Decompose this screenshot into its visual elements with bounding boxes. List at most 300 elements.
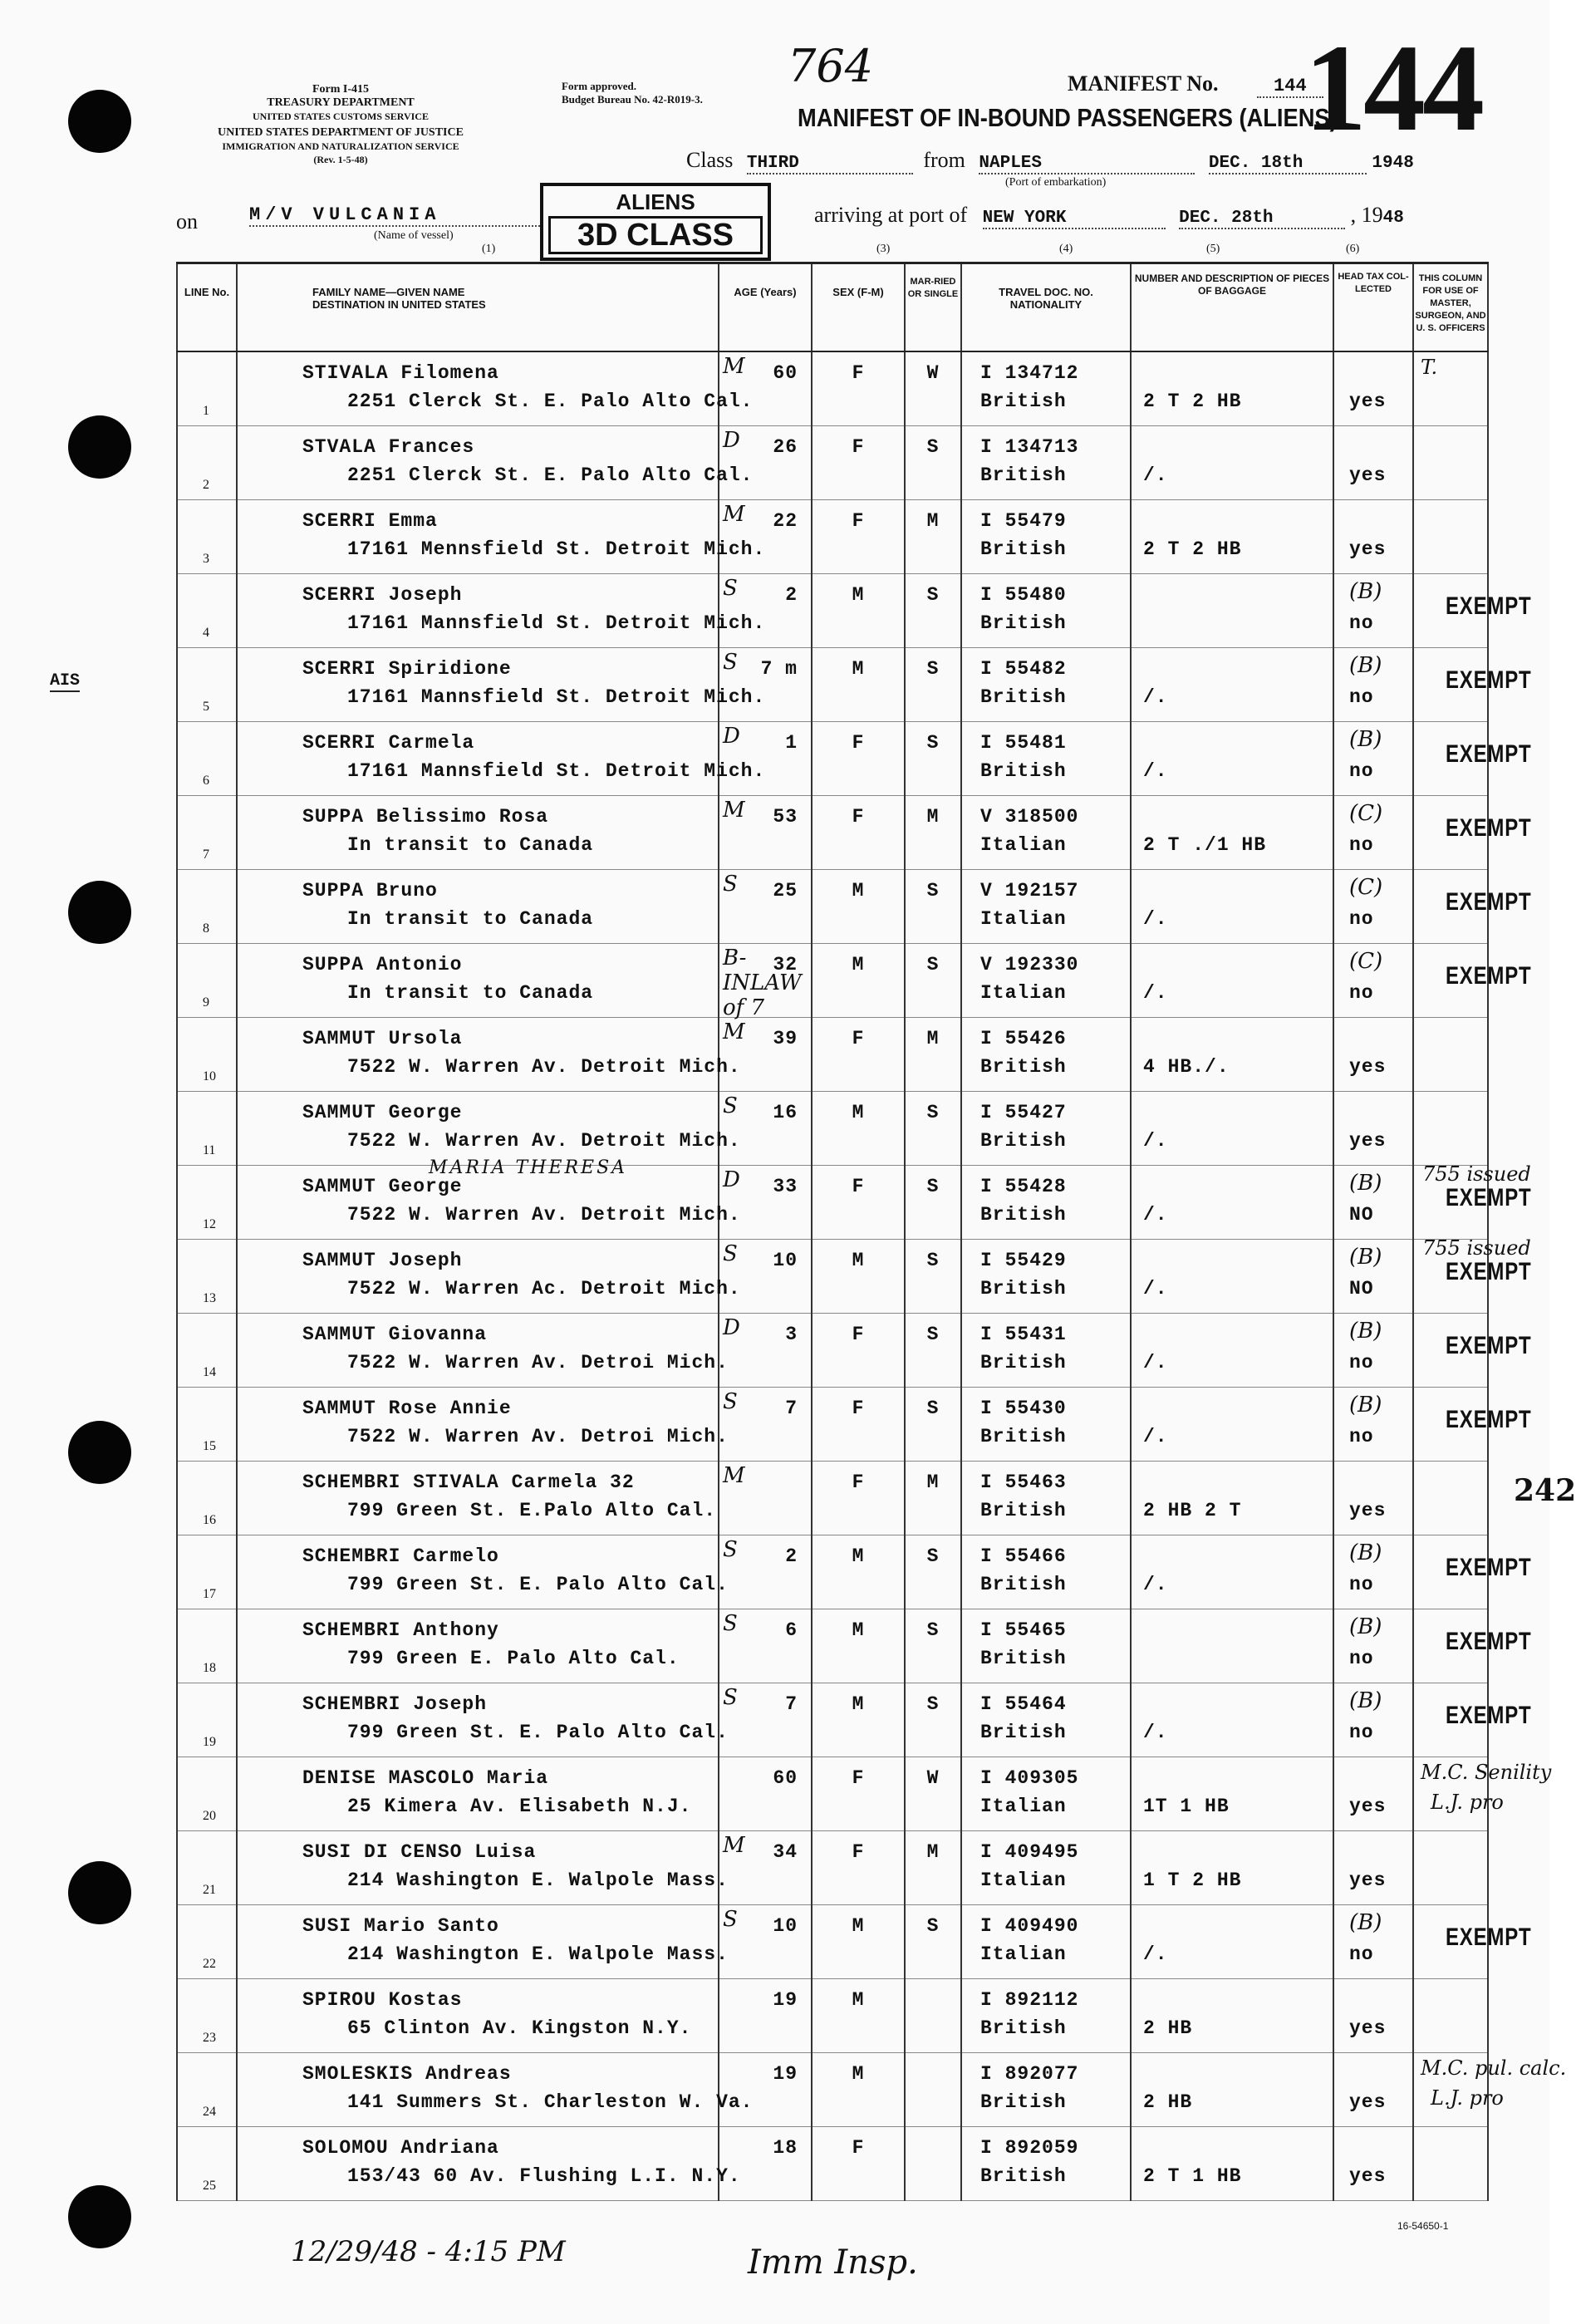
baggage: /. [1143,1278,1168,1300]
doc-cell [961,1314,1131,1388]
destination: In transit to Canada [347,908,594,930]
table-row [177,1683,1488,1757]
head-tax: no [1349,1426,1374,1447]
line-no: 11 [203,1143,216,1157]
travel-doc-no: I 134712 [980,362,1079,384]
age: 2 [785,584,798,606]
head-tax-cell [1333,1092,1413,1166]
passenger-name: SCERRI Joseph [302,584,463,606]
destination: 2251 Clerck St. E. Palo Alto Cal. [347,464,754,486]
relation-mark: D [723,1315,740,1340]
baggage-cell [1131,870,1333,944]
head-tax: no [1349,908,1374,930]
table-row [177,574,1488,648]
nationality: British [980,2165,1067,2187]
age: 7 [785,1693,798,1715]
officer-note-2: L.J. pro [1431,1791,1504,1814]
baggage-cell [1131,648,1333,722]
relation-mark: S [723,1685,738,1710]
age: 25 [773,880,798,902]
age-cell [719,1609,812,1683]
line-no: 1 [203,404,209,418]
age-cell [719,1388,812,1462]
line-no-cell [177,1683,237,1757]
line-no-cell [177,351,237,426]
age-cell [719,648,812,722]
marital-status: S [926,880,940,902]
baggage-cell [1131,1609,1333,1683]
doc-cell [961,1905,1131,1979]
sex-cell [812,1240,905,1314]
baggage-cell [1131,1462,1333,1535]
head-tax-cell [1333,1609,1413,1683]
relation-mark: M [723,1833,745,1858]
officer-note: EXEMPT [1446,740,1532,768]
marital-cell [905,796,961,870]
tax-note: (B) [1349,1171,1382,1196]
sex-cell [812,1462,905,1535]
relation-mark: D [723,428,740,453]
baggage: /. [1143,686,1168,708]
travel-doc-no: I 134713 [980,436,1079,458]
officer-cell [1413,1683,1532,1757]
nationality: British [980,391,1067,412]
baggage: /. [1143,1722,1168,1743]
relation-mark: S [723,1093,738,1118]
marital-cell [905,1905,961,1979]
line-no: 5 [203,700,209,714]
marital-status: W [926,362,940,384]
travel-doc-no: I 55427 [980,1102,1067,1123]
table-row [177,1092,1488,1166]
name-cell [237,1757,719,1831]
arrival-port: NEW YORK [983,209,1166,229]
head-tax-cell [1333,648,1413,722]
relation-mark: S [723,1389,738,1414]
destination: 17161 Mannsfield St. Detroit Mich. [347,612,766,634]
line-no: 24 [203,2105,216,2119]
passenger-table [176,262,1576,2201]
destination: 17161 Mannsfield St. Detroit Mich. [347,760,766,782]
sex-cell [812,944,905,1018]
baggage-cell [1131,1979,1333,2053]
age: 16 [773,1102,798,1123]
head-tax-cell [1333,2053,1413,2127]
line-no-cell [177,1462,237,1535]
sex: M [852,1250,865,1271]
doc-cell [961,426,1131,500]
marital-cell [905,1683,961,1757]
age: 6 [785,1619,798,1641]
doc-cell [961,2053,1131,2127]
line-no-cell [177,1905,237,1979]
doc-cell [961,1979,1131,2053]
baggage: /. [1143,1574,1168,1595]
head-tax-cell [1333,1462,1413,1535]
head-tax: yes [1349,1130,1387,1152]
baggage: /. [1143,908,1168,930]
doc-cell [961,574,1131,648]
passenger-name: SAMMUT George [302,1102,463,1123]
marital-cell [905,1314,961,1388]
destination: 7522 W. Warren Av. Detroit Mich. [347,1204,741,1226]
marital-cell [905,574,961,648]
destination: 141 Summers St. Charleston W. Va. [347,2091,754,2113]
sex: F [852,1841,865,1863]
destination: 7522 W. Warren Av. Detroi Mich. [347,1426,729,1447]
baggage: /. [1143,760,1168,782]
table-header-row [177,263,1488,352]
sex-cell [812,1683,905,1757]
travel-doc-no: I 409305 [980,1767,1079,1789]
passenger-name: SUPPA Bruno [302,880,438,902]
line-no-cell [177,1609,237,1683]
header-baggage: NUMBER AND DESCRIPTION OF PIECES OF BAGGAGE [1131,263,1333,352]
age-cell [719,1240,812,1314]
line-no-cell [177,574,237,648]
sex: F [852,1028,865,1049]
travel-doc-no: V 318500 [980,806,1079,828]
binder-hole [68,1861,131,1924]
baggage-cell [1131,1240,1333,1314]
baggage-cell [1131,944,1333,1018]
head-tax: NO [1349,1278,1374,1300]
table-row [177,1018,1488,1092]
passenger-name: SUSI Mario Santo [302,1915,499,1937]
travel-doc-no: I 55480 [980,584,1067,606]
doc-cell [961,1018,1131,1092]
marital-status: S [926,732,940,754]
passenger-name: SAMMUT Joseph [302,1250,463,1271]
table-row [177,1462,1488,1535]
sex: F [852,1176,865,1197]
age: 22 [773,510,798,532]
arrival-year: 48 [1382,209,1404,228]
officer-cell [1413,1462,1576,1535]
tax-note: (B) [1349,1540,1382,1565]
head-tax: yes [1349,2017,1387,2039]
name-cell [237,2053,754,2127]
name-cell [237,426,754,500]
officer-cell [1413,500,1488,574]
nationality: British [980,1352,1067,1373]
doc-cell [961,648,1131,722]
age: 34 [773,1841,798,1863]
passenger-name: SCHEMBRI STIVALA Carmela 32 [302,1472,635,1493]
marital-cell [905,351,961,426]
baggage: /. [1143,1352,1168,1373]
officer-cell [1413,2127,1488,2201]
nationality: British [980,2091,1067,2113]
baggage-cell [1131,574,1333,648]
relation-mark: M [723,502,745,527]
age-cell [719,870,812,944]
doc-cell [961,1683,1131,1757]
travel-doc-no: I 55481 [980,732,1067,754]
passenger-name: SCHEMBRI Joseph [302,1693,488,1715]
line-no: 9 [203,995,209,1010]
marital-cell [905,500,961,574]
baggage-cell [1131,1757,1333,1831]
marital-cell [905,1166,961,1240]
form-approved: Form approved. [562,80,637,92]
line-no-cell [177,2127,237,2201]
travel-doc-no: I 55428 [980,1176,1067,1197]
destination: 153/43 60 Av. Flushing L.I. N.Y. [347,2165,741,2187]
line-no: 4 [203,626,209,640]
officer-note-2: 755 issued [1422,1236,1531,1260]
passenger-name: SPIROU Kostas [302,1989,463,2011]
head-tax: no [1349,1352,1374,1373]
tax-note: (B) [1349,1910,1382,1935]
table-row [177,1314,1488,1388]
marital-status: S [926,1693,940,1715]
relation-mark: S [723,872,738,897]
nationality: British [980,1204,1067,1226]
baggage: /. [1143,1130,1168,1152]
sex-cell [812,1979,905,2053]
officer-cell [1413,2053,1567,2127]
tax-note: (B) [1349,727,1382,752]
age: 18 [773,2137,798,2159]
name-cell [237,1240,741,1314]
passenger-name: STIVALA Filomena [302,362,499,384]
sex: M [852,1915,865,1937]
sex: M [852,1545,865,1567]
officer-cell [1413,1831,1488,1905]
baggage-cell [1131,1166,1333,1240]
baggage: 2 HB [1143,2017,1193,2039]
age: 19 [773,1989,798,2011]
table-row [177,722,1488,796]
form-number: Form I-415 [312,83,370,96]
head-tax: no [1349,982,1374,1004]
header-head-tax: HEAD TAX COL-LECTED [1333,263,1413,352]
arrival-line: arriving at port of NEW YORK DEC. 28th , 1948 [814,203,1404,228]
line-no: 12 [203,1217,216,1231]
line-no-cell [177,1757,237,1831]
travel-doc-no: V 192330 [980,954,1079,975]
sex-cell [812,722,905,796]
table-row [177,870,1488,944]
sex: F [852,510,865,532]
travel-doc-no: I 55430 [980,1398,1067,1419]
marital-status: M [926,806,940,828]
baggage: /. [1143,982,1168,1004]
line-no: 23 [203,2031,216,2045]
doc-cell [961,944,1131,1018]
table-row [177,500,1488,574]
line-no: 15 [203,1439,216,1453]
name-cell [237,1018,741,1092]
nationality: British [980,1278,1067,1300]
officer-note: EXEMPT [1446,592,1532,620]
sex-cell [812,870,905,944]
nationality: British [980,686,1067,708]
baggage: /. [1143,1426,1168,1447]
doc-cell [961,351,1131,426]
baggage: 4 HB./. [1143,1056,1230,1078]
line-no-cell [177,1314,237,1388]
officer-note: EXEMPT [1446,1258,1532,1285]
travel-doc-no: I 55464 [980,1693,1067,1715]
tax-note: (B) [1349,1245,1382,1270]
passenger-name: SOLOMOU Andriana [302,2137,499,2159]
baggage-cell [1131,1092,1333,1166]
head-tax-cell [1333,944,1413,1018]
line-no-cell [177,1388,237,1462]
travel-doc-no: I 892059 [980,2137,1079,2159]
officer-note: M.C. Senility [1421,1761,1552,1784]
relation-mark: D [723,1167,740,1192]
name-cell [237,1462,719,1535]
officer-note: EXEMPT [1446,666,1532,694]
line-no-cell [177,1166,237,1240]
marital-cell [905,1388,961,1462]
marital-cell [905,1240,961,1314]
line-no-cell [177,796,237,870]
age-cell [719,1757,812,1831]
line-no-cell [177,722,237,796]
header-officers: THIS COLUMN FOR USE OF MASTER, SURGEON, AND U. S. OFFICERS [1413,263,1488,352]
vessel-caption: (Name of vessel) [374,229,454,242]
officer-note: EXEMPT [1446,1554,1532,1581]
departure-date: DEC. 18th [1209,154,1367,174]
sex: M [852,658,865,680]
officer-cell [1413,1018,1488,1092]
doc-cell [961,796,1131,870]
embarkation-port: NAPLES [979,154,1195,174]
marital-status: M [926,1028,940,1049]
officer-cell [1413,1535,1532,1609]
name-cell [237,944,719,1018]
budget-bureau: Budget Bureau No. 42-R019-3. [562,93,703,106]
officer-cell [1413,1388,1532,1462]
passenger-name: SAMMUT Rose Annie [302,1398,512,1419]
treasury-dept: TREASURY DEPARTMENT [267,96,415,109]
name-cell [237,1157,741,1240]
head-tax: yes [1349,1796,1387,1817]
table-row [177,1831,1488,1905]
line-no: 13 [203,1291,216,1305]
travel-doc-no: I 55429 [980,1250,1067,1271]
line-no: 7 [203,848,209,862]
officer-cell [1413,944,1532,1018]
table-row [177,1609,1488,1683]
destination: 7522 W. Warren Av. Detroit Mich. [347,1130,741,1152]
age-cell [719,500,812,574]
approval-block [562,80,703,106]
relation-mark: M [723,354,745,379]
age-cell [719,426,812,500]
head-tax: NO [1349,1204,1374,1226]
table-row [177,2127,1488,2201]
tax-note: (B) [1349,579,1382,604]
nationality: British [980,760,1067,782]
sex-cell [812,1831,905,1905]
age-cell [719,722,812,796]
col-num-1: (1) [482,243,496,255]
sex: F [852,1767,865,1789]
head-tax: yes [1349,538,1387,560]
tax-note: (B) [1349,1614,1382,1639]
baggage: 2 T ./1 HB [1143,834,1267,856]
head-tax: no [1349,1943,1374,1965]
name-cell [237,500,766,574]
print-code: 16-54650-1 [1397,2220,1449,2232]
name-cell [237,1905,729,1979]
age: 33 [773,1176,798,1197]
table-row [177,944,1488,1018]
head-tax: yes [1349,391,1387,412]
line-no-cell [177,500,237,574]
nationality: Italian [980,1870,1067,1891]
line-no-cell [177,1018,237,1092]
passenger-name: SUPPA Belissimo Rosa [302,806,549,828]
head-tax-cell [1333,1388,1413,1462]
baggage: 2 T 2 HB [1143,391,1242,412]
doc-cell [961,1462,1131,1535]
officer-note: M.C. pul. calc. [1421,2056,1567,2080]
marital-status: S [926,1545,940,1567]
baggage-cell [1131,1905,1333,1979]
baggage: 1T 1 HB [1143,1796,1230,1817]
passenger-name: SCERRI Emma [302,510,438,532]
marital-cell [905,1757,961,1831]
relation-mark: D [723,724,740,749]
officer-cell [1413,1757,1552,1831]
officer-note: EXEMPT [1446,1628,1532,1655]
head-tax-cell [1333,574,1413,648]
destination: In transit to Canada [347,982,594,1004]
officer-cell [1413,1979,1488,2053]
passenger-name: SAMMUT George [302,1176,463,1197]
officer-note: EXEMPT [1446,1406,1532,1433]
head-tax: yes [1349,1870,1387,1891]
name-cell [237,1831,729,1905]
officer-cell [1413,574,1532,648]
customs-service: UNITED STATES CUSTOMS SERVICE [253,111,429,122]
sex-cell [812,574,905,648]
passenger-name: SCERRI Spiridione [302,658,512,680]
baggage-cell [1131,500,1333,574]
name-cell [237,1979,719,2053]
head-tax-cell [1333,1905,1413,1979]
travel-doc-no: I 55479 [980,510,1067,532]
binder-hole [68,2185,131,2248]
travel-doc-no: V 192157 [980,880,1079,902]
doc-cell [961,1092,1131,1166]
line-no: 3 [203,552,209,566]
age-cell [719,351,812,426]
officer-cell [1413,1092,1488,1166]
baggage-cell [1131,1535,1333,1609]
sex: M [852,880,865,902]
destination: 17161 Mennsfield St. Detroit Mich. [347,538,766,560]
officer-note-2: 755 issued [1422,1162,1531,1186]
marital-status: M [926,510,940,532]
relation-mark: S [723,1537,738,1562]
age: 1 [785,732,798,754]
marital-cell [905,2053,961,2127]
officer-cell [1413,1236,1532,1314]
marital-cell [905,1609,961,1683]
age: 53 [773,806,798,828]
head-tax-cell [1333,1166,1413,1240]
passenger-name: STVALA Frances [302,436,475,458]
col-num-6: (6) [1346,243,1360,255]
head-tax: yes [1349,1500,1387,1521]
